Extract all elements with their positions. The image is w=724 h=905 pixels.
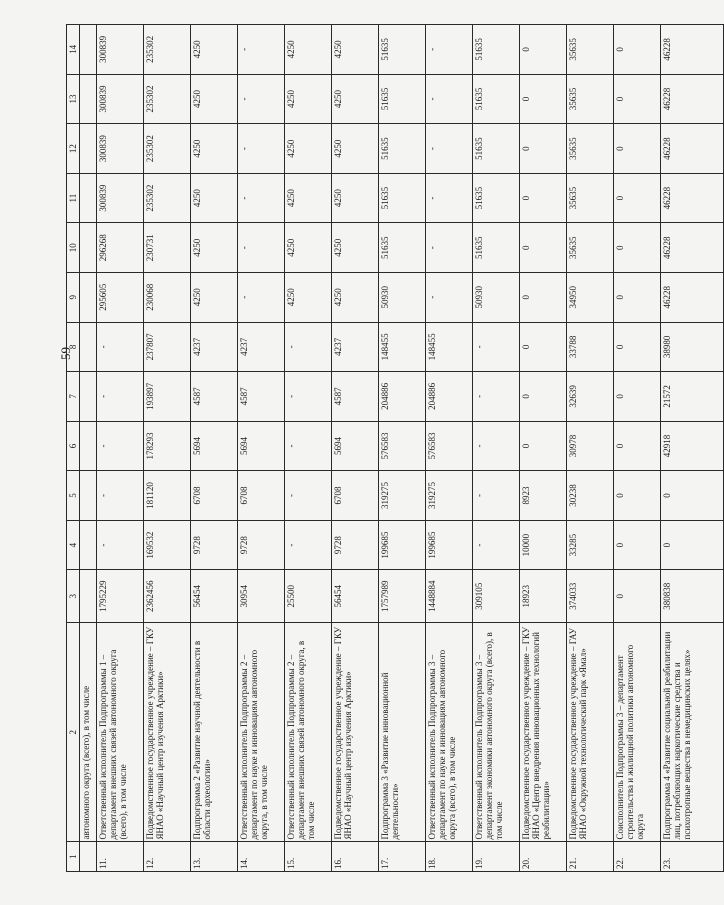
- row-number-cell: 20.: [520, 842, 567, 872]
- table-row: [520, 25, 567, 872]
- row-number-cell: 18.: [426, 842, 473, 872]
- value-cell: 380838: [661, 570, 724, 623]
- value-cell: 235302: [144, 25, 191, 75]
- description-cell: автономного округа (всего), в том числе: [80, 623, 97, 842]
- row-number-cell: 21.: [567, 842, 614, 872]
- description-cell: Ответственный исполнитель Подпрограммы 2 – департамент по науке и инновациям автономного округа, в том числе: [238, 623, 285, 842]
- value-cell: -: [426, 124, 473, 174]
- value-cell: 38980: [661, 322, 724, 372]
- value-cell: 9728: [238, 520, 285, 570]
- value-cell: 4250: [285, 223, 332, 273]
- value-cell: 51635: [379, 223, 426, 273]
- value-cell: 35635: [567, 173, 614, 223]
- value-cell: 42918: [661, 421, 724, 471]
- value-cell: 4250: [285, 25, 332, 75]
- row-number-cell: 14.: [238, 842, 285, 872]
- value-cell: 50930: [379, 272, 426, 322]
- value-cell: 51635: [473, 74, 520, 124]
- value-cell: 4250: [332, 74, 379, 124]
- value-cell: 4250: [285, 124, 332, 174]
- page-number: 59: [58, 347, 73, 360]
- value-cell: 33285: [567, 520, 614, 570]
- table-row: [661, 25, 724, 872]
- value-cell: 199685: [379, 520, 426, 570]
- value-cell: 35635: [567, 223, 614, 273]
- header-cell: 11: [67, 173, 80, 223]
- table-row: [426, 25, 473, 872]
- value-cell: [80, 272, 97, 322]
- budget-table: [66, 24, 724, 872]
- value-cell: [80, 173, 97, 223]
- rotated-table-wrapper: [66, 24, 693, 872]
- table-row: [614, 25, 661, 872]
- description-cell: Подведомственное государственное учреждение – ГКУ ЯНАО «Центр внедрения инновационных технологий реабилитации»: [520, 623, 567, 842]
- value-cell: -: [473, 322, 520, 372]
- value-cell: [80, 25, 97, 75]
- header-cell: 13: [67, 74, 80, 124]
- row-number-cell: 11.: [97, 842, 144, 872]
- value-cell: 4250: [332, 25, 379, 75]
- value-cell: 237807: [144, 322, 191, 372]
- value-cell: 0: [614, 421, 661, 471]
- value-cell: 2362456: [144, 570, 191, 623]
- row-number-cell: 15.: [285, 842, 332, 872]
- value-cell: 5694: [332, 421, 379, 471]
- value-cell: 0: [614, 124, 661, 174]
- value-cell: 576583: [426, 421, 473, 471]
- value-cell: 30238: [567, 471, 614, 521]
- continuation-row: [80, 25, 97, 872]
- row-number-cell: [80, 842, 97, 872]
- value-cell: 50930: [473, 272, 520, 322]
- table-row: [285, 25, 332, 872]
- value-cell: 25500: [285, 570, 332, 623]
- value-cell: 46228: [661, 272, 724, 322]
- value-cell: 6708: [332, 471, 379, 521]
- value-cell: -: [97, 322, 144, 372]
- value-cell: 4250: [332, 223, 379, 273]
- value-cell: 300839: [97, 124, 144, 174]
- value-cell: 6708: [191, 471, 238, 521]
- description-cell: Ответственный исполнитель Подпрограммы 3 – департамент экономики автономного округа (всего), в том числе: [473, 623, 520, 842]
- value-cell: [80, 124, 97, 174]
- value-cell: [80, 471, 97, 521]
- header-cell: 8: [67, 322, 80, 372]
- value-cell: 9728: [332, 520, 379, 570]
- value-cell: 0: [614, 25, 661, 75]
- value-cell: 300839: [97, 74, 144, 124]
- value-cell: 0: [520, 173, 567, 223]
- value-cell: 0: [614, 372, 661, 422]
- value-cell: 35635: [567, 25, 614, 75]
- value-cell: 35635: [567, 74, 614, 124]
- value-cell: -: [426, 272, 473, 322]
- value-cell: [80, 520, 97, 570]
- value-cell: 4250: [332, 272, 379, 322]
- value-cell: -: [285, 421, 332, 471]
- value-cell: 0: [520, 272, 567, 322]
- header-cell: 7: [67, 372, 80, 422]
- value-cell: 4587: [191, 372, 238, 422]
- value-cell: 0: [520, 223, 567, 273]
- value-cell: 0: [661, 520, 724, 570]
- row-number-cell: 19.: [473, 842, 520, 872]
- value-cell: 46228: [661, 74, 724, 124]
- value-cell: 35635: [567, 124, 614, 174]
- value-cell: 4250: [191, 74, 238, 124]
- value-cell: -: [97, 520, 144, 570]
- value-cell: 0: [614, 272, 661, 322]
- value-cell: 51635: [379, 25, 426, 75]
- value-cell: -: [238, 173, 285, 223]
- value-cell: -: [97, 421, 144, 471]
- row-number-cell: 12.: [144, 842, 191, 872]
- description-cell: Ответственный исполнитель Подпрограммы 3 – департамент по науке и инновациям автономного округа (всего), в том числе: [426, 623, 473, 842]
- value-cell: -: [238, 25, 285, 75]
- value-cell: 51635: [473, 25, 520, 75]
- description-cell: Подведомственное государственное учреждение – ГАУ ЯНАО «Окружной технологический парк «Ямал»: [567, 623, 614, 842]
- header-row: [67, 25, 80, 872]
- value-cell: 374033: [567, 570, 614, 623]
- value-cell: -: [473, 520, 520, 570]
- value-cell: 4250: [191, 173, 238, 223]
- value-cell: 300839: [97, 25, 144, 75]
- value-cell: 9728: [191, 520, 238, 570]
- value-cell: 4250: [191, 25, 238, 75]
- value-cell: 0: [614, 223, 661, 273]
- value-cell: 46228: [661, 124, 724, 174]
- value-cell: [80, 74, 97, 124]
- value-cell: 4250: [332, 173, 379, 223]
- table-row: [97, 25, 144, 872]
- value-cell: 148455: [426, 322, 473, 372]
- header-cell: 9: [67, 272, 80, 322]
- header-cell: 10: [67, 223, 80, 273]
- value-cell: 6708: [238, 471, 285, 521]
- value-cell: 5694: [191, 421, 238, 471]
- value-cell: -: [426, 173, 473, 223]
- value-cell: 51635: [473, 124, 520, 174]
- header-cell: 3: [67, 570, 80, 623]
- value-cell: 0: [661, 471, 724, 521]
- value-cell: 46228: [661, 223, 724, 273]
- value-cell: 319275: [426, 471, 473, 521]
- row-number-cell: 23.: [661, 842, 724, 872]
- value-cell: 0: [614, 173, 661, 223]
- value-cell: 295605: [97, 272, 144, 322]
- header-cell: 6: [67, 421, 80, 471]
- value-cell: -: [238, 74, 285, 124]
- value-cell: -: [285, 471, 332, 521]
- value-cell: 235302: [144, 124, 191, 174]
- table-row: [191, 25, 238, 872]
- row-number-cell: 13.: [191, 842, 238, 872]
- value-cell: -: [97, 471, 144, 521]
- value-cell: 51635: [473, 223, 520, 273]
- row-number-cell: 22.: [614, 842, 661, 872]
- row-number-cell: 17.: [379, 842, 426, 872]
- value-cell: 0: [614, 471, 661, 521]
- value-cell: 1757989: [379, 570, 426, 623]
- value-cell: 0: [614, 520, 661, 570]
- value-cell: 4587: [332, 372, 379, 422]
- value-cell: 300839: [97, 173, 144, 223]
- description-cell: Подпрограмма 4 «Развитие социальной реабилитации лиц, потребляющих наркотические средства и психотропные вещества в немедицинских целях»: [661, 623, 724, 842]
- value-cell: -: [426, 223, 473, 273]
- description-cell: Подпрограмма 3 «Развитие инновационной деятельности»: [379, 623, 426, 842]
- value-cell: 30954: [238, 570, 285, 623]
- table-row: [144, 25, 191, 872]
- value-cell: 0: [520, 74, 567, 124]
- value-cell: 230068: [144, 272, 191, 322]
- value-cell: 0: [520, 421, 567, 471]
- value-cell: 4237: [332, 322, 379, 372]
- value-cell: -: [426, 74, 473, 124]
- value-cell: 30978: [567, 421, 614, 471]
- value-cell: 4237: [238, 322, 285, 372]
- value-cell: 4250: [191, 124, 238, 174]
- value-cell: 4250: [285, 173, 332, 223]
- value-cell: 10000: [520, 520, 567, 570]
- description-cell: Соисполнитель Подпрограммы 3 – департамент строительства и жилищной политики автономного округа: [614, 623, 661, 842]
- value-cell: 0: [520, 322, 567, 372]
- value-cell: 0: [520, 25, 567, 75]
- value-cell: 0: [520, 372, 567, 422]
- value-cell: 235302: [144, 74, 191, 124]
- value-cell: -: [238, 272, 285, 322]
- value-cell: 204886: [426, 372, 473, 422]
- value-cell: 576583: [379, 421, 426, 471]
- description-cell: Ответственный исполнитель Подпрограммы 1 – департамент внешних связей автономного округа (всего), в том числе: [97, 623, 144, 842]
- value-cell: -: [285, 372, 332, 422]
- description-cell: Подпрограмма 2 «Развитие научной деятельности в области археологии»: [191, 623, 238, 842]
- header-cell: 12: [67, 124, 80, 174]
- value-cell: 296268: [97, 223, 144, 273]
- value-cell: 46228: [661, 25, 724, 75]
- table-row: [379, 25, 426, 872]
- table-row: [238, 25, 285, 872]
- value-cell: 199685: [426, 520, 473, 570]
- value-cell: -: [238, 124, 285, 174]
- value-cell: 32639: [567, 372, 614, 422]
- value-cell: -: [285, 520, 332, 570]
- value-cell: 8923: [520, 471, 567, 521]
- header-cell: 1: [67, 842, 80, 872]
- value-cell: 4237: [191, 322, 238, 372]
- description-cell: Подведомственное государственное учреждение – ГКУ ЯНАО «Научный центр изучения Арктики»: [332, 623, 379, 842]
- value-cell: [80, 421, 97, 471]
- value-cell: 0: [614, 322, 661, 372]
- value-cell: 4250: [285, 74, 332, 124]
- value-cell: 309105: [473, 570, 520, 623]
- value-cell: -: [473, 421, 520, 471]
- value-cell: 148455: [379, 322, 426, 372]
- value-cell: 178293: [144, 421, 191, 471]
- value-cell: 1795229: [97, 570, 144, 623]
- value-cell: [80, 322, 97, 372]
- value-cell: 51635: [473, 173, 520, 223]
- value-cell: [80, 372, 97, 422]
- value-cell: 0: [614, 74, 661, 124]
- value-cell: -: [285, 322, 332, 372]
- description-cell: Подведомственное государственное учреждение – ГКУ ЯНАО «Научный центр изучения Арктики»: [144, 623, 191, 842]
- value-cell: 0: [614, 570, 661, 623]
- value-cell: 0: [520, 124, 567, 174]
- value-cell: [80, 570, 97, 623]
- value-cell: 51635: [379, 74, 426, 124]
- value-cell: -: [426, 25, 473, 75]
- value-cell: 56454: [332, 570, 379, 623]
- header-cell: 4: [67, 520, 80, 570]
- row-number-cell: 16.: [332, 842, 379, 872]
- header-cell: 14: [67, 25, 80, 75]
- value-cell: 1448884: [426, 570, 473, 623]
- value-cell: 193897: [144, 372, 191, 422]
- value-cell: -: [97, 372, 144, 422]
- value-cell: 169532: [144, 520, 191, 570]
- value-cell: 18923: [520, 570, 567, 623]
- value-cell: 51635: [379, 173, 426, 223]
- value-cell: 51635: [379, 124, 426, 174]
- value-cell: 33788: [567, 322, 614, 372]
- value-cell: 21572: [661, 372, 724, 422]
- table-row: [473, 25, 520, 872]
- value-cell: 4250: [191, 223, 238, 273]
- value-cell: -: [473, 372, 520, 422]
- value-cell: 181120: [144, 471, 191, 521]
- value-cell: 46228: [661, 173, 724, 223]
- header-cell: 5: [67, 471, 80, 521]
- value-cell: -: [473, 471, 520, 521]
- value-cell: 4587: [238, 372, 285, 422]
- value-cell: 4250: [191, 272, 238, 322]
- value-cell: 235302: [144, 173, 191, 223]
- value-cell: -: [238, 223, 285, 273]
- table-row: [332, 25, 379, 872]
- value-cell: 230731: [144, 223, 191, 273]
- description-cell: Ответственный исполнитель Подпрограммы 2 – департамент внешних связей автономного округа, в том числе: [285, 623, 332, 842]
- value-cell: 56454: [191, 570, 238, 623]
- value-cell: 204886: [379, 372, 426, 422]
- table-row: [567, 25, 614, 872]
- value-cell: 34950: [567, 272, 614, 322]
- value-cell: [80, 223, 97, 273]
- header-cell: 2: [67, 623, 80, 842]
- value-cell: 4250: [285, 272, 332, 322]
- value-cell: 5694: [238, 421, 285, 471]
- value-cell: 4250: [332, 124, 379, 174]
- value-cell: 319275: [379, 471, 426, 521]
